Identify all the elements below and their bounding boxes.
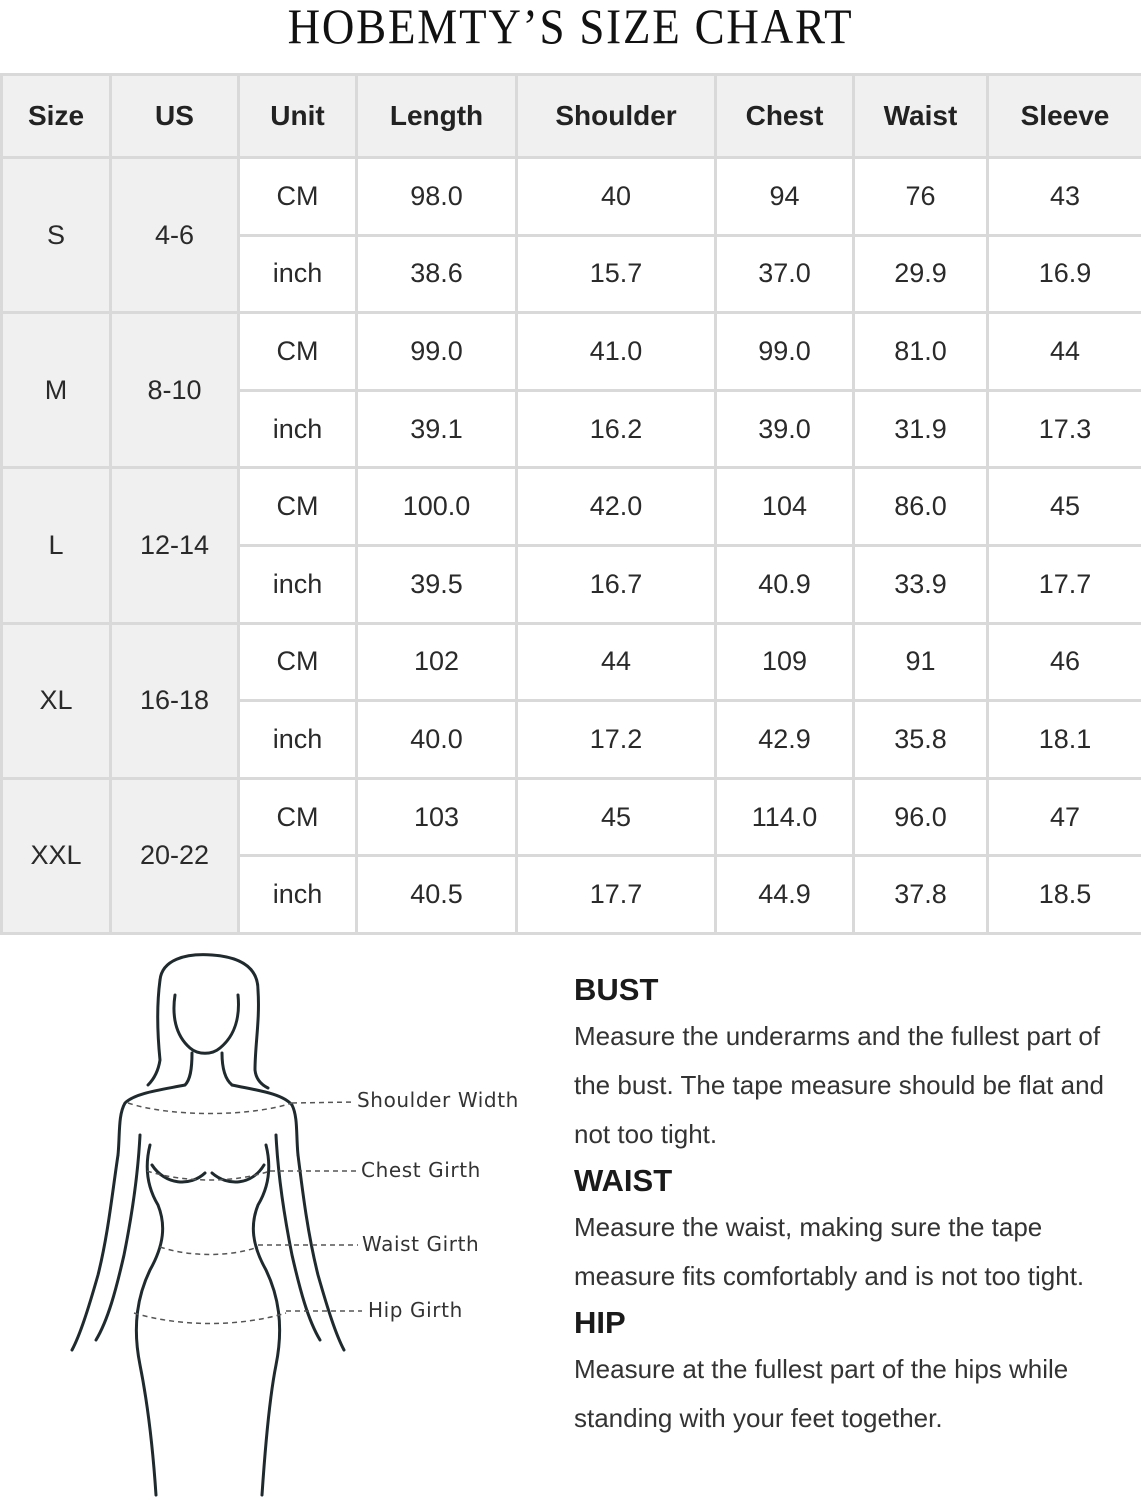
table-row — [2, 158, 1141, 236]
unit-cell: CM — [239, 778, 357, 856]
waist-cell: 33.9 — [854, 545, 988, 623]
sleeve-cell: 46 — [988, 623, 1141, 701]
unit-cell: CM — [239, 313, 357, 391]
waist-cell: 91 — [854, 623, 988, 701]
hip-instructions: Measure at the fullest part of the hips while standing with your feet together. — [574, 1354, 1069, 1433]
waist-cell: 86.0 — [854, 468, 988, 546]
header-size: Size — [2, 75, 111, 158]
unit-cell: CM — [239, 623, 357, 701]
header-waist: Waist — [854, 75, 988, 158]
size-cell: XXL — [2, 778, 111, 933]
header-length: Length — [357, 75, 517, 158]
body-measurement-figure — [0, 935, 560, 1500]
unit-cell: inch — [239, 235, 357, 313]
chest-cell: 37.0 — [716, 235, 854, 313]
unit-cell: CM — [239, 468, 357, 546]
waist-cell: 31.9 — [854, 390, 988, 468]
unit-cell: inch — [239, 390, 357, 468]
us-size-cell: 16-18 — [111, 623, 239, 778]
header-unit: Unit — [239, 75, 357, 158]
waist-heading: WAIST — [574, 1163, 673, 1198]
chest-cell: 114.0 — [716, 778, 854, 856]
length-cell: 38.6 — [357, 235, 517, 313]
length-cell: 103 — [357, 778, 517, 856]
shoulder-cell: 44 — [517, 623, 716, 701]
sleeve-cell: 17.3 — [988, 390, 1141, 468]
waist-cell: 35.8 — [854, 701, 988, 779]
shoulder-cell: 40 — [517, 158, 716, 236]
table-header-row — [2, 75, 1141, 158]
unit-cell: inch — [239, 545, 357, 623]
sleeve-cell: 16.9 — [988, 235, 1141, 313]
bust-instructions: Measure the underarms and the fullest part of the bust. The tape measure should be flat and not too tight. — [574, 1021, 1104, 1149]
length-cell: 40.5 — [357, 856, 517, 934]
header-us: US — [111, 75, 239, 158]
unit-cell: inch — [239, 856, 357, 934]
sleeve-cell: 44 — [988, 313, 1141, 391]
hip-heading: HIP — [574, 1305, 626, 1340]
size-cell: M — [2, 313, 111, 468]
us-size-cell: 12-14 — [111, 468, 239, 623]
waist-instructions: Measure the waist, making sure the tape measure fits comfortably and is not too tight. — [574, 1212, 1085, 1291]
shoulder-cell: 16.2 — [517, 390, 716, 468]
chest-cell: 42.9 — [716, 701, 854, 779]
us-size-cell: 8-10 — [111, 313, 239, 468]
size-cell: S — [2, 158, 111, 313]
shoulder-cell: 41.0 — [517, 313, 716, 391]
size-chart-table — [0, 73, 1141, 935]
length-cell: 99.0 — [357, 313, 517, 391]
waist-cell: 37.8 — [854, 856, 988, 934]
shoulder-cell: 42.0 — [517, 468, 716, 546]
chart-title: HOBEMTY’S SIZE CHART — [287, 0, 854, 54]
table-body — [2, 158, 1141, 934]
measurement-guide — [574, 968, 1139, 1443]
unit-cell: CM — [239, 158, 357, 236]
length-cell: 40.0 — [357, 701, 517, 779]
length-cell: 100.0 — [357, 468, 517, 546]
shoulder-width-label: Shoulder Width — [357, 1088, 519, 1112]
shoulder-cell: 17.7 — [517, 856, 716, 934]
size-cell: XL — [2, 623, 111, 778]
waist-girth-label: Waist Girth — [362, 1232, 480, 1256]
table-row — [2, 778, 1141, 856]
waist-cell: 76 — [854, 158, 988, 236]
header-sleeve: Sleeve — [988, 75, 1141, 158]
sleeve-cell: 43 — [988, 158, 1141, 236]
length-cell: 98.0 — [357, 158, 517, 236]
sleeve-cell: 18.5 — [988, 856, 1141, 934]
sleeve-cell: 45 — [988, 468, 1141, 546]
chest-cell: 40.9 — [716, 545, 854, 623]
chest-cell: 104 — [716, 468, 854, 546]
size-cell: L — [2, 468, 111, 623]
bust-heading: BUST — [574, 972, 659, 1007]
shoulder-cell: 16.7 — [517, 545, 716, 623]
chest-girth-label: Chest Girth — [361, 1158, 481, 1182]
chest-cell: 44.9 — [716, 856, 854, 934]
table-row — [2, 313, 1141, 391]
table-row — [2, 623, 1141, 701]
header-shoulder: Shoulder — [517, 75, 716, 158]
length-cell: 39.1 — [357, 390, 517, 468]
us-size-cell: 4-6 — [111, 158, 239, 313]
hip-girth-label: Hip Girth — [368, 1298, 463, 1322]
shoulder-cell: 15.7 — [517, 235, 716, 313]
waist-cell: 96.0 — [854, 778, 988, 856]
sleeve-cell: 18.1 — [988, 701, 1141, 779]
chest-cell: 94 — [716, 158, 854, 236]
unit-cell: inch — [239, 701, 357, 779]
waist-cell: 29.9 — [854, 235, 988, 313]
chest-cell: 99.0 — [716, 313, 854, 391]
sleeve-cell: 47 — [988, 778, 1141, 856]
shoulder-cell: 17.2 — [517, 701, 716, 779]
length-cell: 39.5 — [357, 545, 517, 623]
header-chest: Chest — [716, 75, 854, 158]
sleeve-cell: 17.7 — [988, 545, 1141, 623]
shoulder-cell: 45 — [517, 778, 716, 856]
length-cell: 102 — [357, 623, 517, 701]
us-size-cell: 20-22 — [111, 778, 239, 933]
chest-cell: 39.0 — [716, 390, 854, 468]
body-outline-illustration — [0, 935, 560, 1500]
chest-cell: 109 — [716, 623, 854, 701]
waist-cell: 81.0 — [854, 313, 988, 391]
table-row — [2, 468, 1141, 546]
